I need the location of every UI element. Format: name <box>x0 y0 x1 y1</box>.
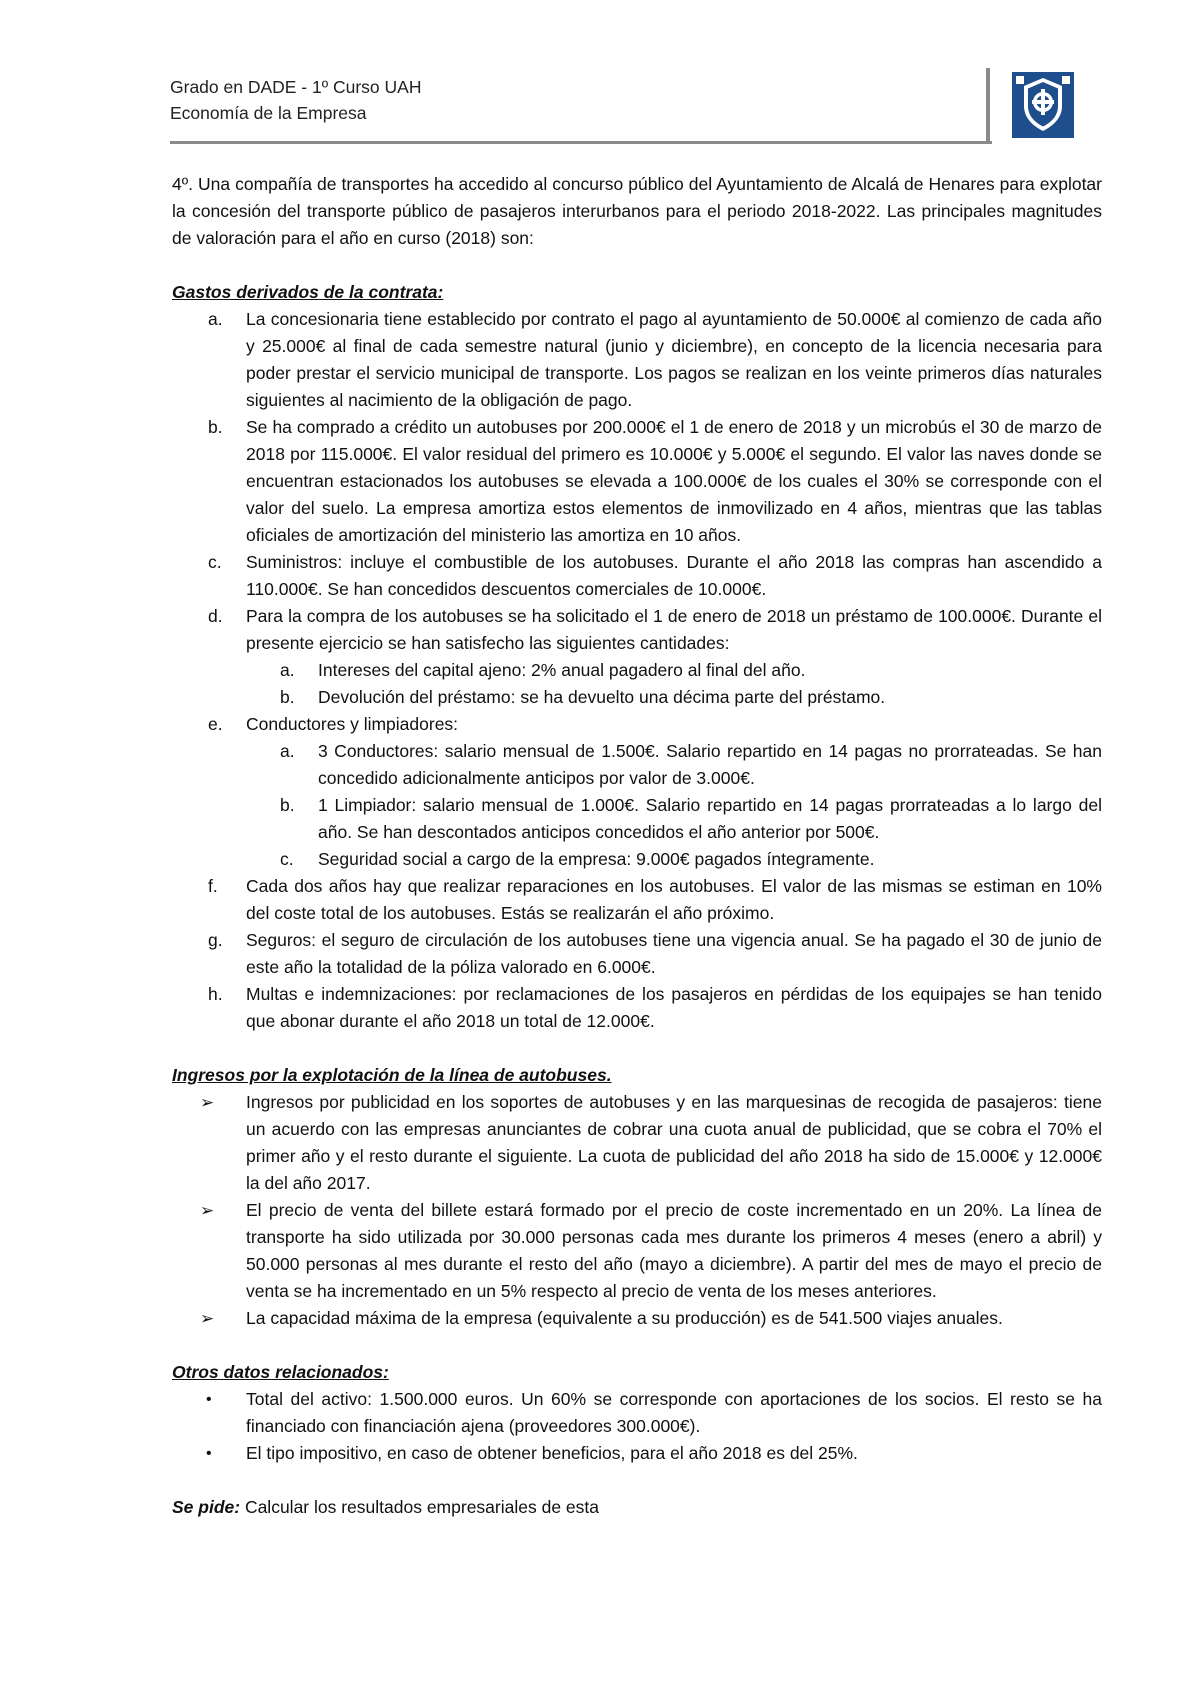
sublist-item <box>172 738 1102 792</box>
sublist-item <box>172 657 1102 684</box>
list-item <box>172 1386 1102 1440</box>
list-item-text: La capacidad máxima de la empresa (equivalente a su producción) es de 541.500 viajes anuales. <box>246 1308 1003 1328</box>
arrow-bullet-icon: ➢ <box>200 1201 215 1220</box>
list-marker: c. <box>280 849 294 869</box>
university-crest-icon <box>1012 72 1074 138</box>
list-marker: f. <box>208 876 218 896</box>
header-divider <box>170 141 992 144</box>
sublist-item <box>172 792 1102 846</box>
list-item <box>172 1197 1102 1305</box>
list-marker: a. <box>280 660 295 680</box>
list-item <box>172 549 1102 603</box>
task-statement <box>172 1494 1102 1521</box>
exercise-statement: 4º. Una compañía de transportes ha accedido al concurso público del Ayuntamiento de Alcalá de Henares para explotar la concesión del transporte público de pasajeros interurbanos para el periodo 2018-2022. Las principales magnitudes de valoración para el año en curso (2018) son: <box>172 174 1102 248</box>
sublist-item <box>172 846 1102 873</box>
list-item <box>172 927 1102 981</box>
list-item-text: Suministros: incluye el combustible de los autobuses. Durante el año 2018 las compras han ascendido a 110.000€. Se han concedidos descuentos comerciales de 10.000€. <box>246 552 1102 599</box>
list-item <box>172 306 1102 414</box>
list-marker: c. <box>208 552 222 572</box>
list-marker: a. <box>280 741 295 761</box>
list-item-text: Conductores y limpiadores: <box>246 714 459 734</box>
header-subject: Economía de la Empresa <box>170 103 367 123</box>
section-title-ingresos: Ingresos por la explotación de la línea de autobuses. <box>172 1065 612 1085</box>
list-item-text: Devolución del préstamo: se ha devuelto una décima parte del préstamo. <box>318 687 886 707</box>
list-item-text: Ingresos por publicidad en los soportes de autobuses y en las marquesinas de recogida de pasajeros: tiene un acuerdo con las empresas anunciantes de cobrar una cuota anual de publicidad, que se cobra el 70% el primer año y el resto durante el siguiente. La cuota de publicidad del año 2018 ha sido de 15.000€ y 12.000€ la del año 2017. <box>246 1092 1102 1193</box>
list-item-text: Seguridad social a cargo de la empresa: 9.000€ pagados íntegramente. <box>318 849 875 869</box>
list-marker: b. <box>280 687 295 707</box>
section-title-otros: Otros datos relacionados: <box>172 1362 389 1382</box>
header-course: Grado en DADE - 1º Curso UAH <box>170 77 422 97</box>
list-item-text: Total del activo: 1.500.000 euros. Un 60% se corresponde con aportaciones de los socios. El resto se ha financiado con financiación ajena (proveedores 300.000€). <box>246 1389 1102 1436</box>
sublist-item <box>172 684 1102 711</box>
list-item <box>172 414 1102 549</box>
bullet-icon: • <box>206 1445 212 1462</box>
list-item-text: 1 Limpiador: salario mensual de 1.000€. Salario repartido en 14 pagas prorrateadas a lo largo del año. Se han descontados anticipos concedidos el año anterior por 500€. <box>318 795 1102 842</box>
exercise-body <box>172 171 1102 1521</box>
list-marker: b. <box>208 417 223 437</box>
list-item <box>172 1440 1102 1467</box>
list-item-text: Multas e indemnizaciones: por reclamaciones de los pasajeros en pérdidas de los equipajes se han tenido que abonar durante el año 2018 un total de 12.000€. <box>246 984 1102 1031</box>
list-item-text: Para la compra de los autobuses se ha solicitado el 1 de enero de 2018 un préstamo de 100.000€. Durante el presente ejercicio se han satisfecho las siguientes cantidades: <box>246 606 1102 653</box>
section-title-gastos: Gastos derivados de la contrata: <box>172 282 444 302</box>
page-header <box>170 74 988 144</box>
list-item-text: 3 Conductores: salario mensual de 1.500€. Salario repartido en 14 pagas no prorrateadas. Se han concedido adicionalmente anticipos por valor de 3.000€. <box>318 741 1102 788</box>
list-item-text: Se ha comprado a crédito un autobuses por 200.000€ el 1 de enero de 2018 y un microbús el 30 de marzo de 2018 por 115.000€. El valor residual del primero es 10.000€ y 5.000€ el segundo. El valor las naves donde se encuentran estacionados los autobuses se elevada a 100.000€ de los cuales el 30% se corresponde con el valor del suelo. La empresa amortiza estos elementos de inmovilizado en 4 años, mientras que las tablas oficiales de amortización del ministerio las amortiza en 10 años. <box>246 417 1102 545</box>
list-item <box>172 711 1102 873</box>
list-item-text: La concesionaria tiene establecido por contrato el pago al ayuntamiento de 50.000€ al comienzo de cada año y 25.000€ al final de cada semestre natural (junio y diciembre), en concepto de la licencia necesaria para poder prestar el servicio municipal de transporte. Los pagos se realizan en los veinte primeros días naturales siguientes al nacimiento de la obligación de pago. <box>246 309 1102 410</box>
arrow-bullet-icon: ➢ <box>200 1309 215 1328</box>
arrow-bullet-icon: ➢ <box>200 1093 215 1112</box>
list-marker: b. <box>280 795 295 815</box>
list-marker: e. <box>208 714 223 734</box>
sublist <box>246 738 1102 873</box>
spacer <box>172 1332 1102 1359</box>
ingresos-list <box>172 1089 1102 1332</box>
header-vertical-divider <box>986 68 990 144</box>
list-item-text: El precio de venta del billete estará formado por el precio de coste incrementado en un 20%. La línea de transporte ha sido utilizada por 30.000 personas cada mes durante los primeros 4 meses (enero a abril) y 50.000 personas al mes durante el resto del año (mayo a diciembre). A partir del mes de mayo el precio de venta se ha incrementado en un 5% respecto al precio de venta de los meses anteriores. <box>246 1200 1102 1301</box>
list-item <box>172 873 1102 927</box>
list-marker: h. <box>208 984 223 1004</box>
list-item-text: El tipo impositivo, en caso de obtener beneficios, para el año 2018 es del 25%. <box>246 1443 858 1463</box>
gastos-list <box>172 306 1102 1035</box>
spacer <box>172 1467 1102 1494</box>
list-item-text: Intereses del capital ajeno: 2% anual pagadero al final del año. <box>318 660 806 680</box>
otros-list <box>172 1386 1102 1467</box>
sublist <box>246 657 1102 711</box>
list-item <box>172 1089 1102 1197</box>
task-label: Se pide: <box>172 1497 241 1517</box>
list-item <box>172 1305 1102 1332</box>
list-item-text: Seguros: el seguro de circulación de los autobuses tiene una vigencia anual. Se ha pagado el 30 de junio de este año la totalidad de la póliza valorado en 6.000€. <box>246 930 1102 977</box>
list-marker: a. <box>208 309 223 329</box>
list-item-text: Cada dos años hay que realizar reparaciones en los autobuses. El valor de las mismas se estiman en 10% del coste total de los autobuses. Estás se realizarán el año próximo. <box>246 876 1102 923</box>
spacer <box>172 1035 1102 1062</box>
list-marker: g. <box>208 930 223 950</box>
list-marker: d. <box>208 606 223 626</box>
list-item <box>172 981 1102 1035</box>
list-item <box>172 603 1102 711</box>
task-text: Calcular los resultados empresariales de esta <box>240 1497 599 1517</box>
bullet-icon: • <box>206 1391 212 1408</box>
